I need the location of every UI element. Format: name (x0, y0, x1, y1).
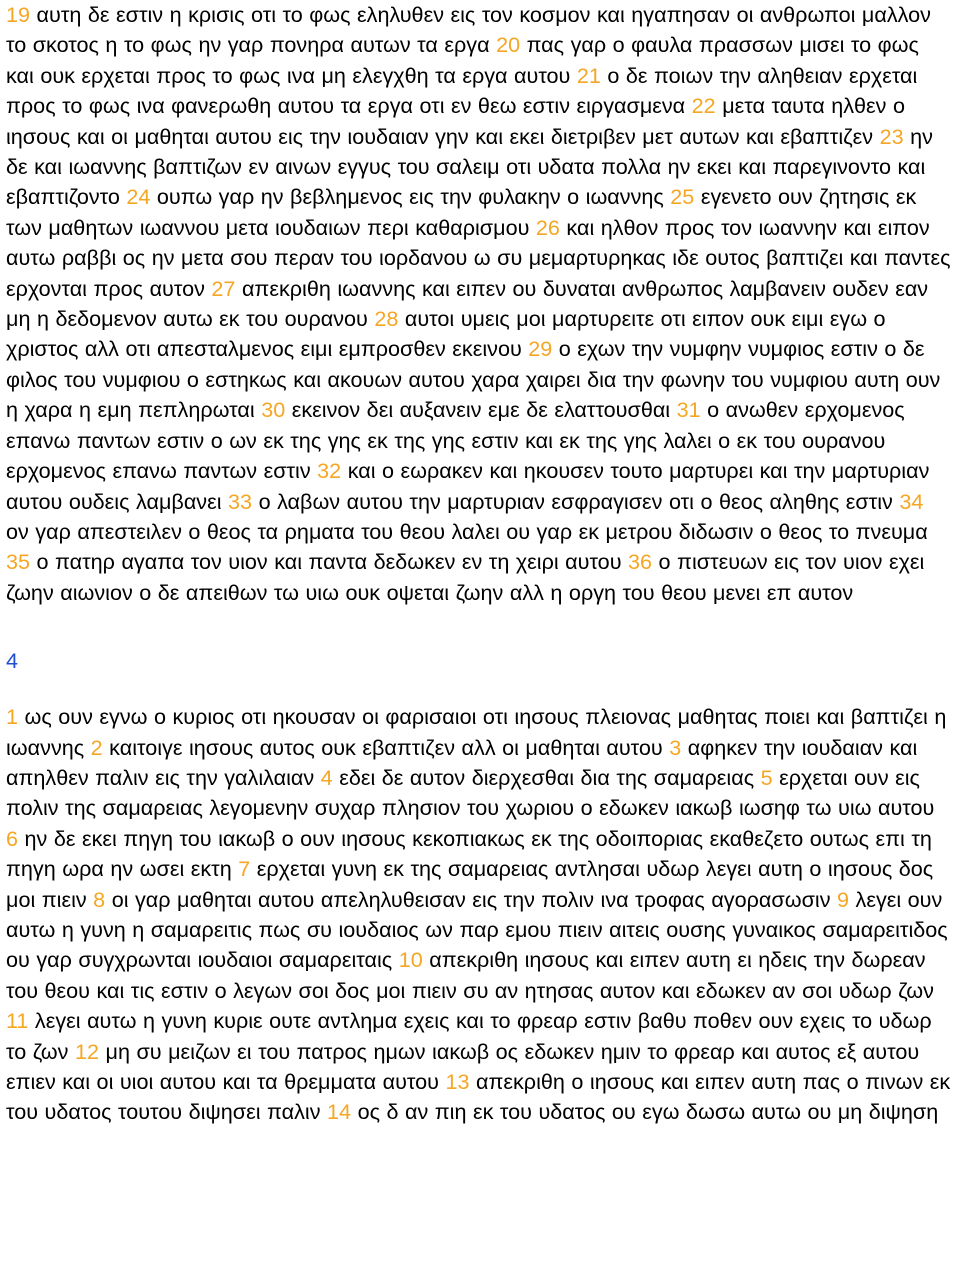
verse-number: 24 (126, 184, 151, 210)
verse-text: πας γαρ ο φαυλα πρασσων μισει το φως και ουκ ερχεται προς το φως ινα μη ελεγχθη τα εργα αυτου (6, 32, 919, 88)
verse-number: 23 (879, 123, 904, 149)
verse-text: μη συ μειζων ει του πατρος ημων ιακωβ ος εδωκεν ημιν το φρεαρ και αυτος εξ αυτου επιεν και οι υιοι αυτου και τα θρεμματα αυτου (6, 1038, 920, 1094)
verse-number: 11 (6, 1008, 29, 1034)
verse-number: 13 (445, 1069, 470, 1094)
verse-text: ο λαβων αυτου την μαρτυριαν εσφραγισεν οτι ο θεος αληθης εστιν (258, 488, 893, 514)
verse-number: 22 (691, 93, 716, 119)
verse-text: ο εχων την νυμφην νυμφιος εστιν ο δε φιλος του νυμφιου ο εστηκως και ακουων αυτου χαρα χαιρει δια την φωνην του νυμφιου αυτη ουν η χαρα η εμη πεπληρωται (6, 336, 941, 423)
verse-text: εγενετο ουν ζητησις εκ των μαθητων ιωαννου μετα ιουδαιων περι καθαρισμου (6, 184, 917, 240)
verse-text: ον γαρ απεστειλεν ο θεος τα ρηματα του θεου λαλει ου γαρ εκ μετρου διδωσιν ο θεος το πνευμα (6, 518, 928, 544)
verse-number: 10 (398, 947, 423, 973)
paragraph-john-4 (6, 702, 952, 1128)
verse-number: 7 (238, 856, 251, 882)
verse-text: και ηλθον προς τον ιωαννην και ειπον αυτω ραββι ος ην μετα σου περαν του ιορδανου ω συ μεμαρτυρηκας ιδε ουτος βαπτιζει και παντες ερχονται προς αυτον (6, 214, 951, 301)
verse-number: 29 (528, 336, 553, 362)
verse-text: αυτη δε εστιν η κρισις οτι το φως εληλυθεν εις τον κοσμον και ηγαπησαν οι ανθρωποι μαλλον το σκοτος η το φως ην γαρ πονηρα αυτων τα εργα (6, 2, 931, 58)
verse-text: εκεινον δει αυξανειν εμε δε ελαττουσθαι (291, 397, 671, 423)
verse-number: 3 (669, 734, 682, 760)
verse-number: 21 (576, 62, 601, 88)
verse-text: απεκριθη ιησους και ειπεν αυτη ει ηδεις την δωρεαν του θεου και τις εστιν ο λεγων σοι δος μοι πιειν συ αν ητησας αυτον και εδωκεν αν σοι υδωρ ζων (6, 947, 934, 1003)
verse-number: 28 (374, 306, 399, 332)
verse-number: 31 (676, 397, 701, 423)
verse-number: 12 (74, 1038, 99, 1064)
verse-text: λεγει ουν αυτω η γυνη η σαμαρειτις πως συ ιουδαιος ων παρ εμου πιειν αιτεις ουσης γυναικος σαμαρειτιδος ου γαρ συγχρωνται ιουδαιοι σαμαρειταις (6, 886, 948, 973)
verse-number: 5 (760, 764, 773, 790)
verse-text: ο πιστευων εις τον υιον εχει ζωην αιωνιον ο δε απειθων τω υιω ουκ οψεται ζωην αλλ η οργη του θεου μενει επ αυτον (6, 549, 925, 605)
verse-number: 33 (228, 488, 253, 514)
verse-text: ο δε ποιων την αληθειαν ερχεται προς το φως ινα φανερωθη αυτου τα εργα οτι εν θεω εστιν ειργασμενα (6, 62, 918, 119)
verse-number: 19 (6, 2, 31, 27)
verse-text: εδει δε αυτον διερχεσθαι δια της σαμαρειας (339, 764, 755, 790)
verse-number: 30 (261, 397, 286, 423)
verse-text: απεκριθη ιωαννης και ειπεν ου δυναται ανθρωπος λαμβανειν ουδεν εαν μη η δεδομενον αυτω εκ του ουρανου (6, 275, 929, 332)
verse-text: οι γαρ μαθηται αυτου απεληλυθεισαν εις την πολιν ινα τροφας αγορασωσιν (111, 886, 831, 912)
verse-number: 4 (320, 764, 333, 790)
verse-text: ο ανωθεν ερχομενος επανω παντων εστιν ο ων εκ της γης εκ της γης εστιν και εκ της γης λαλει ο εκ του ουρανου ερχομενος επανω παντων εστιν (6, 397, 905, 484)
verse-number: 20 (496, 32, 521, 58)
verse-text: λεγει αυτω η γυνη κυριε ουτε αντλημα εχεις και το φρεαρ εστιν βαθυ ποθεν ουν εχεις το υδωρ το ζων (6, 1008, 932, 1064)
verse-number: 9 (837, 886, 850, 912)
verse-number: 8 (93, 886, 106, 912)
paragraph-john-3 (6, 0, 952, 608)
verse-number: 36 (628, 549, 653, 575)
verse-number: 25 (670, 184, 695, 210)
verse-text: αυτοι υμεις μοι μαρτυρειτε οτι ειπον ουκ ειμι εγω ο χριστος αλλ οτι απεσταλμενος ειμι εμπροσθεν εκεινου (6, 306, 886, 362)
verse-number: 1 (6, 704, 19, 730)
verse-text: αφηκεν την ιουδαιαν και απηλθεν παλιν εις την γαλιλαιαν (6, 734, 918, 790)
verse-text: απεκριθη ο ιησους και ειπεν αυτη πας ο πινων εκ του υδατος τουτου διψησει παλιν (6, 1069, 951, 1125)
chapter-number: 4 (6, 648, 19, 674)
verse-text: και ο εωρακεν και ηκουσεν τουτο μαρτυρει και την μαρτυριαν αυτου ουδεις λαμβανει (6, 458, 930, 514)
verse-text: ως ουν εγνω ο κυριος οτι ηκουσαν οι φαρισαιοι οτι ιησους πλειονας μαθητας ποιει και βαπτιζει η ιωαννης (6, 704, 947, 760)
verse-text: ην δε εκει πηγη του ιακωβ ο ουν ιησους κεκοπιακως εκ της οδοιποριας εκαθεζετο ουτως επι τη πηγη ωρα ην ωσει εκτη (6, 825, 932, 882)
verse-text: ος δ αν πιη εκ του υδατος ου εγω δωσω αυτω ου μη διψηση (357, 1099, 939, 1125)
verse-number: 6 (6, 825, 19, 851)
verse-number: 34 (899, 488, 924, 514)
verse-text: καιτοιγε ιησους αυτος ουκ εβαπτιζεν αλλ οι μαθηται αυτου (109, 734, 663, 760)
verse-number: 26 (535, 214, 560, 240)
verse-text: ουπω γαρ ην βεβλημενος εις την φυλακην ο ιωαννης (156, 184, 664, 210)
verse-number: 2 (90, 734, 103, 760)
verse-text: ερχεται γυνη εκ της σαμαρειας αντλησαι υδωρ λεγει αυτη ο ιησους δος μοι πιειν (6, 856, 934, 912)
verse-text: ο πατηρ αγαπα τον υιον και παντα δεδωκεν εν τη χειρι αυτου (36, 549, 622, 575)
verse-number: 32 (317, 458, 342, 484)
verse-number: 27 (211, 275, 236, 301)
verse-text: ην δε και ιωαννης βαπτιζων εν αινων εγγυς του σαλειμ οτι υδατα πολλα ην εκει και παρεγινοντο και εβαπτιζοντο (6, 123, 933, 210)
verse-text: μετα ταυτα ηλθεν ο ιησους και οι μαθηται αυτου εις την ιουδαιαν γην και εκει διετριβεν μετ αυτων και εβαπτιζεν (6, 93, 905, 149)
verse-number: 14 (327, 1099, 352, 1125)
verse-text: ερχεται ουν εις πολιν της σαμαρειας λεγομενην συχαρ πλησιον του χωριου ο εδωκεν ιακωβ ιωσηφ τω υιω αυτου (6, 764, 935, 821)
verse-number: 35 (6, 549, 31, 575)
